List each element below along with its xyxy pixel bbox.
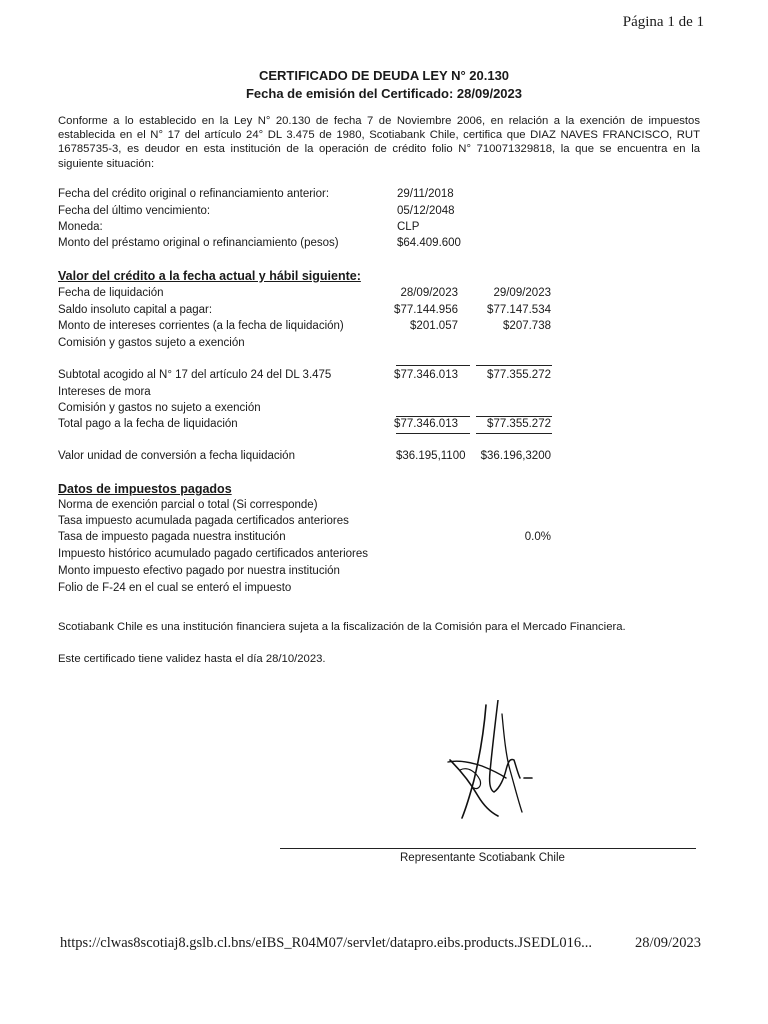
valor-row-label: Monto de intereses corrientes (a la fecha de liquidación) xyxy=(58,320,344,332)
intro-paragraph: Conforme a lo establecido en la Ley N° 20.130 de fecha 7 de Noviembre 2006, en relación a la exención de impuestos establecida en el N° 17 del artículo 24° DL 3.475 de 1980, Scotiabank Chile, certifica que DIAZ NAVES FRANCISCO, RUT 16785735-3, es deudor en esta institución de la operación de crédito folio N° 710071329818, la que se encuentra en la siguiente situación: xyxy=(58,115,700,170)
valor-row-value-current: $77.346.013 xyxy=(394,418,458,430)
impuestos-row-label: Folio de F-24 en el cual se enteró el impuesto xyxy=(58,582,292,594)
credit-info-label: Moneda: xyxy=(58,221,103,233)
valor-row-label: Valor unidad de conversión a fecha liquidación xyxy=(58,450,295,462)
valor-section-heading: Valor del crédito a la fecha actual y hábil siguiente: xyxy=(58,269,361,283)
footer-date: 28/09/2023 xyxy=(634,935,701,951)
valor-row-value-current: $77.346.013 xyxy=(394,369,458,381)
credit-info-label: Monto del préstamo original o refinanciamiento (pesos) xyxy=(58,237,339,249)
total-underline-current xyxy=(396,433,470,434)
impuestos-row-label: Monto impuesto efectivo pagado por nuestra institución xyxy=(58,565,340,577)
subtotal-rule-next xyxy=(476,365,552,366)
credit-info-value: CLP xyxy=(397,221,420,233)
valor-row-value-current: $201.057 xyxy=(410,320,458,332)
valor-row-value-current: $77.144.956 xyxy=(394,304,458,316)
document-subtitle: Fecha de emisión del Certificado: 28/09/2023 xyxy=(245,86,522,101)
validity-notice: Este certificado tiene validez hasta el día 28/10/2023. xyxy=(58,653,326,665)
valor-row-value-next: $207.738 xyxy=(503,320,551,332)
valor-row-label: Comisión y gastos sujeto a exención xyxy=(58,337,245,349)
valor-row-label: Total pago a la fecha de liquidación xyxy=(58,418,238,430)
valor-row-value-next: $36.196,3200 xyxy=(480,450,551,462)
total-underline-next xyxy=(476,433,552,434)
valor-row-value-next: $77.355.272 xyxy=(487,418,551,430)
document-title: CERTIFICADO DE DEUDA LEY N° 20.130 xyxy=(258,68,510,83)
credit-info-value: 29/11/2018 xyxy=(397,188,454,200)
credit-info-label: Fecha del último vencimiento: xyxy=(58,205,211,217)
valor-row-label: Subtotal acogido al N° 17 del artículo 24 del DL 3.475 xyxy=(58,369,332,381)
subtotal-rule-current xyxy=(396,365,470,366)
impuestos-row-label: Tasa impuesto acumulada pagada certificados anteriores xyxy=(58,515,349,527)
signature-label: Representante Scotiabank Chile xyxy=(400,852,565,864)
valor-row-value-current: $36.195,1100 xyxy=(396,450,466,462)
valor-row-value-next: $77.355.272 xyxy=(487,369,551,381)
valor-row-label: Comisión y gastos no sujeto a exención xyxy=(58,402,261,414)
valor-row-value-next: 29/09/2023 xyxy=(493,287,551,299)
credit-info-value: 05/12/2048 xyxy=(397,205,455,217)
total-rule-next xyxy=(476,416,552,417)
valor-row-value-next: $77.147.534 xyxy=(487,304,551,316)
impuestos-row-label: Tasa de impuesto pagada nuestra institución xyxy=(58,531,286,543)
credit-info-value: $64.409.600 xyxy=(397,237,461,249)
valor-row-label: Intereses de mora xyxy=(58,386,151,398)
handwritten-signature xyxy=(440,700,540,825)
valor-row-label: Saldo insoluto capital a pagar: xyxy=(58,304,213,316)
valor-row-label: Fecha de liquidación xyxy=(58,287,164,299)
valor-row-value-current: 28/09/2023 xyxy=(400,287,458,299)
impuestos-row-label: Impuesto histórico acumulado pagado certificados anteriores xyxy=(58,548,369,560)
footer-url: https://clwas8scotiaj8.gslb.cl.bns/eIBS_R04M07/servlet/datapro.eibs.products.JSEDL016... xyxy=(60,935,593,951)
signature-line xyxy=(280,848,696,849)
credit-info-label: Fecha del crédito original o refinanciamiento anterior: xyxy=(58,188,330,200)
impuestos-section-heading: Datos de impuestos pagados xyxy=(58,482,232,496)
impuestos-row-value: 0.0% xyxy=(524,531,551,543)
regulatory-notice: Scotiabank Chile es una institución financiera sujeta a la fiscalización de la Comisión para el Mercado Financiera. xyxy=(58,621,626,633)
impuestos-row-label: Norma de exención parcial o total (Si corresponde) xyxy=(58,499,318,511)
total-rule-current xyxy=(396,416,470,417)
page-number: Página 1 de 1 xyxy=(622,14,704,30)
